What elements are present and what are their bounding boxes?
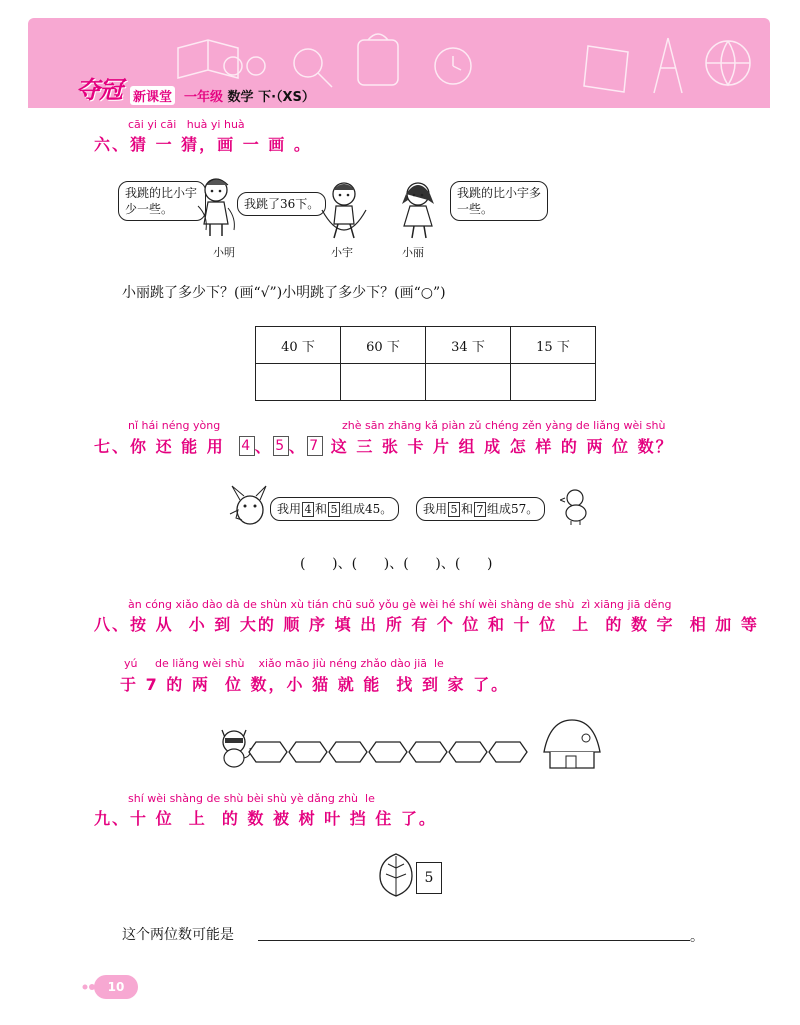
name-xiaoming: 小明 — [213, 246, 235, 259]
bubble-xiaoli: 我跳的比小宇多一些。 — [450, 181, 548, 221]
bubble-xiaoyu: 我跳了36下。 — [237, 192, 326, 216]
table-row — [256, 327, 596, 364]
path-cell-1 — [249, 742, 287, 762]
option-34: 34 下 — [426, 327, 511, 364]
end-mark: 。 — [690, 929, 704, 945]
bubble2-card-7: 7 — [474, 502, 486, 517]
bubble2-text-and: 和 — [461, 502, 474, 516]
bubble1-card-4: 4 — [302, 502, 314, 517]
path-cell-6 — [449, 742, 487, 762]
section8-title-line1: 八、按 从 小 到 大的 顺 序 填 出 所 有 个 位 和 十 位 上 的 数 字 相 加 等 — [94, 615, 759, 634]
answer-cell[interactable] — [256, 364, 341, 401]
bubble1-text-and: 和 — [315, 502, 328, 516]
section7-title — [94, 434, 674, 457]
grade-label: 一年级 — [184, 90, 224, 105]
answer-table — [255, 326, 596, 401]
path-hexagons — [248, 740, 540, 764]
notebook-icon — [584, 46, 628, 92]
path-cell-5 — [409, 742, 447, 762]
section8-pinyin-line1: àn cóng xiǎo dào dà de shùn xù tián chū suǒ yǒu gè wèi hé shí wèi shàng de shù zì xiāng jiā děng — [128, 598, 672, 611]
answer-cell[interactable] — [511, 364, 596, 401]
answer-blanks[interactable]: ( )、( )、( )、( ) — [300, 556, 493, 572]
boy-xiaoyu-illustration — [318, 180, 370, 242]
answer-cell[interactable] — [341, 364, 426, 401]
card-separator: 、 — [288, 437, 307, 456]
page-number: 10 — [94, 975, 138, 999]
book-icon — [178, 40, 238, 78]
name-xiaoyu: 小宇 — [331, 246, 353, 259]
path-cell-2 — [289, 742, 327, 762]
section7-title-suffix: 这 三 张 卡 片 组 成 怎 样 的 两 位 数？ — [330, 437, 674, 456]
pikachu-illustration — [228, 484, 270, 528]
duck-illustration — [560, 486, 590, 526]
path-cell-3 — [329, 742, 367, 762]
bubble2-text-post: 组成57。 — [487, 502, 539, 516]
cat-illustration — [216, 724, 252, 770]
bag-icon — [358, 40, 398, 85]
name-xiaoli: 小丽 — [402, 246, 424, 259]
bubble-pikachu — [270, 497, 399, 521]
section7-title-prefix: 七、你 还 能 用 — [94, 437, 225, 456]
section8-title-line2: 于 7 的 两 位 数，小 猫 就 能 找 到 家 了。 — [120, 675, 510, 694]
boy-xiaoming-illustration — [196, 176, 240, 238]
magnifier-icon — [294, 49, 322, 77]
section6-title: 六、猜 一 猜，画 一 画 。 — [94, 135, 312, 154]
section6-pinyin: cāi yi cāi huà yi huà — [128, 118, 245, 131]
header-info — [184, 86, 315, 105]
answer-cell[interactable] — [426, 364, 511, 401]
compass-icon — [654, 38, 682, 93]
bubble1-text-post: 组成45。 — [341, 502, 393, 516]
section6-question: 小丽跳了多少下？(画“√”)小明跳了多少下？(画“○”) — [122, 285, 446, 301]
section9-question: 这个两位数可能是 — [122, 927, 234, 943]
bubble-xiaoming: 我跳的比小宇少一些。 — [118, 181, 206, 221]
subject-label: 数学 — [227, 90, 254, 105]
card-4: 4 — [239, 436, 255, 456]
option-60: 60 下 — [341, 327, 426, 364]
glasses-icon — [224, 57, 242, 75]
ones-digit-box: 5 — [416, 862, 442, 894]
option-40: 40 下 — [256, 327, 341, 364]
section7-pinyin-left: nǐ hái néng yòng — [128, 419, 221, 432]
volume-label: 下·（XS） — [258, 90, 315, 105]
leaf-icon — [376, 852, 416, 898]
bubble-duck — [416, 497, 545, 521]
bubble2-card-5: 5 — [448, 502, 460, 517]
option-15: 15 下 — [511, 327, 596, 364]
bubble2-text-pre: 我用 — [423, 502, 448, 516]
house-illustration — [540, 718, 602, 770]
logo: 夺冠 — [76, 76, 122, 104]
card-7: 7 — [307, 436, 323, 456]
section9-title: 九、十 位 上 的 数 被 树 叶 挡 住 了。 — [94, 809, 437, 828]
table-row — [256, 364, 596, 401]
bubble1-text-pre: 我用 — [277, 502, 302, 516]
answer-line[interactable] — [258, 940, 690, 941]
bubble1-card-5: 5 — [328, 502, 340, 517]
card-separator: 、 — [254, 437, 273, 456]
girl-xiaoli-illustration — [396, 180, 444, 242]
path-cell-4 — [369, 742, 407, 762]
card-5: 5 — [273, 436, 289, 456]
path-cell-7 — [489, 742, 527, 762]
section8-pinyin-line2: yú de liǎng wèi shù xiǎo māo jiù néng zhǎo dào jiā le — [124, 657, 444, 670]
logo-subtitle: 新课堂 — [130, 86, 175, 105]
section7-pinyin-right: zhè sān zhāng kǎ piàn zǔ chéng zěn yàng de liǎng wèi shù — [342, 419, 666, 432]
section9-pinyin: shí wèi shàng de shù bèi shù yè dǎng zhù le — [128, 792, 375, 805]
